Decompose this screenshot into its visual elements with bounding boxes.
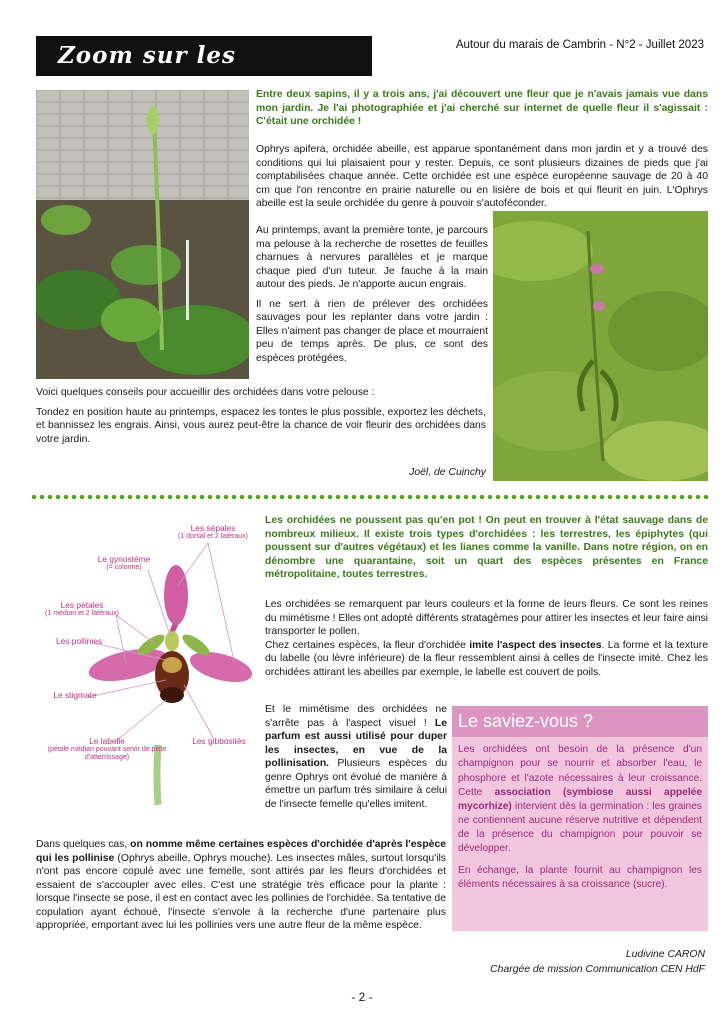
did-you-know-paragraph-1: Les orchidées ont besoin de la présence d'un champignon pour se nourrir et absorber l'eau, le phosphore et l'azote nécessaires à leur croissance. Cette association (symbiose aussi appelée mycorhize) intervient dès la germination : les graines ne contiennent aucune réserve nutritive et dépendent de la présence du champignon pour pouvoir se développer.	[458, 744, 702, 854]
label-sepales: Les sépales (1 dorsal et 2 latéraux)	[177, 523, 249, 541]
label-petales: Les pétales (1 médian et 2 latéraux)	[45, 600, 119, 618]
photo-orchid-garden	[36, 90, 249, 379]
article2-intro: Les orchidées ne poussent pas qu'en pot ! On peut en trouver à l'état sauvage dans de nombreux milieux. Il existe trois types d'orchidées : les terrestres, les épiphytes (qui poussent sur d'autres végétaux) et les lianes comme la vanille. Dans notre région, on en dénombre une quarantaine, soit un quart des espèces présentes en France métropolitaine, toutes terrestres.	[265, 515, 708, 581]
page-number: - 2 -	[351, 990, 373, 1004]
did-you-know-paragraph-2: En échange, la plante fournit au champignon les éléments nécessaires à sa croissance (sucre).	[458, 865, 702, 891]
orchid-diagram	[36, 515, 258, 805]
did-you-know-title: Le saviez-vous ?	[452, 706, 708, 737]
article1-paragraph-4: Voici quelques conseils pour accueillir des orchidées dans votre pelouse :	[36, 387, 375, 398]
article1-intro: Entre deux sapins, il y a trois ans, j'ai découvert une fleur que je n'avais jamais vue dans mon jardin. Je l'ai photographiée et j'ai cherché sur internet de quelle fleur il s'agissait : C'était une orchidée !	[256, 89, 708, 128]
article2-signature: Ludivine CARON Chargée de mission Communication CEN HdF	[490, 949, 705, 975]
label-gibbosites: Les gibbosités	[192, 736, 246, 746]
label-labelle: Le labelle (pétale médian pouvant servir de piste d'atterrissage)	[47, 736, 167, 761]
article2-paragraph-3: Et le mimétisme des orchidées ne s'arrête pas à l'aspect visuel ! Le parfum est aussi utilisé pour duper les insectes, en vue de la pollinisation. Plusieurs espèces du genre Ophrys ont évolué de manière à émettre un parfum très similaire à celui de l'insecte femelle qu'elles imitent.	[265, 704, 447, 810]
article1-paragraph-1: Ophrys apifera, orchidée abeille, est apparue spontanément dans mon jardin et y a trouvé des conditions qui lui plaisaient pour y rester. Depuis, ce sont plusieurs dizaines de pieds que j'ai comptabilisées chaque année. Cette orchidée est une espèce européenne sauvage de 20 à 40 cm que l'on rencontre en prairie naturelle ou en lisière de bois et qui fleurit en juin. L'Ophrys abeille est la seule orchidée du genre à pouvoir s'autoféconder.	[256, 144, 708, 210]
article1-signature: Joël, de Cuinchy	[409, 467, 486, 478]
article2-paragraph-1: Les orchidées se remarquent par leurs couleurs et la forme de leurs fleurs. Ce sont les reines du mimétisme ! Elles ont adopté différents stratagèmes pour attirer les insectes et leur faire ainsi transporter le pollen.	[265, 599, 708, 638]
article1-paragraph-5: Tondez en position haute au printemps, espacez les tontes le plus possible, exportez les déchets, et bannissez les engrais. Ainsi, vous aurez peut-être la chance de voir fleurir des orchidées dans votre jardin.	[36, 406, 486, 445]
article1-paragraph-2: Au printemps, avant la première tonte, je parcours ma pelouse à la recherche de rosettes de feuilles charnues à nervures parallèles et je marque chaque pied d'un tuteur. Je fauche à la main autour des pieds. Je n'apporte aucun engrais.	[256, 225, 488, 291]
label-gynosteme: Le gynostème (= colonne)	[97, 554, 151, 572]
label-stigmate: Le stigmate	[53, 690, 97, 700]
issue-info: Autour du marais de Cambrin - N°2 - Juillet 2023	[455, 39, 704, 51]
article2-paragraph-2: Chez certaines espèces, la fleur d'orchidée imite l'aspect des insectes. La forme et la texture du labelle (ou lèvre inférieure) de la fleur ressemblent ainsi à celles de l'insecte imité. Chez les orchidées attirant les abeilles par exemple, le labelle est couvert de poils.	[265, 639, 709, 678]
label-pollinies: Les pollinies	[55, 636, 103, 646]
did-you-know-box	[452, 706, 708, 931]
article1-paragraph-3: Il ne sert à rien de prélever des orchidées sauvages pour les replanter dans votre jardin : Elles n'aiment pas changer de place et mourraient peu de temps après. De plus, ce sont des espèces protégées.	[256, 298, 488, 364]
article2-paragraph-4: Dans quelques cas, on nomme même certaines espèces d'orchidée d'après l'espèce qui les pollinise (Ophrys abeille, Ophrys mouche). Les insectes mâles, surtout lorsqu'ils n'ont pas encore copulé avec une femelle, sont attirés par les fleurs d'orchidées et essaient de s'accoupler avec elles. C'est une stratégie très efficace pour la plante : lorsque l'insecte se pose, il est en contact avec les pollinies de l'orchidée. Sa tentative de copulation ayant échoué, l'insecte s'envole à la recherche d'une partenaire plus appropriée, emportant avec lui les pollinies vers une autre fleur de la même espèce.	[36, 839, 447, 932]
section-divider	[30, 494, 710, 500]
photo-orchid-lawn	[493, 211, 708, 481]
page-title: Zoom sur les	[36, 36, 372, 76]
